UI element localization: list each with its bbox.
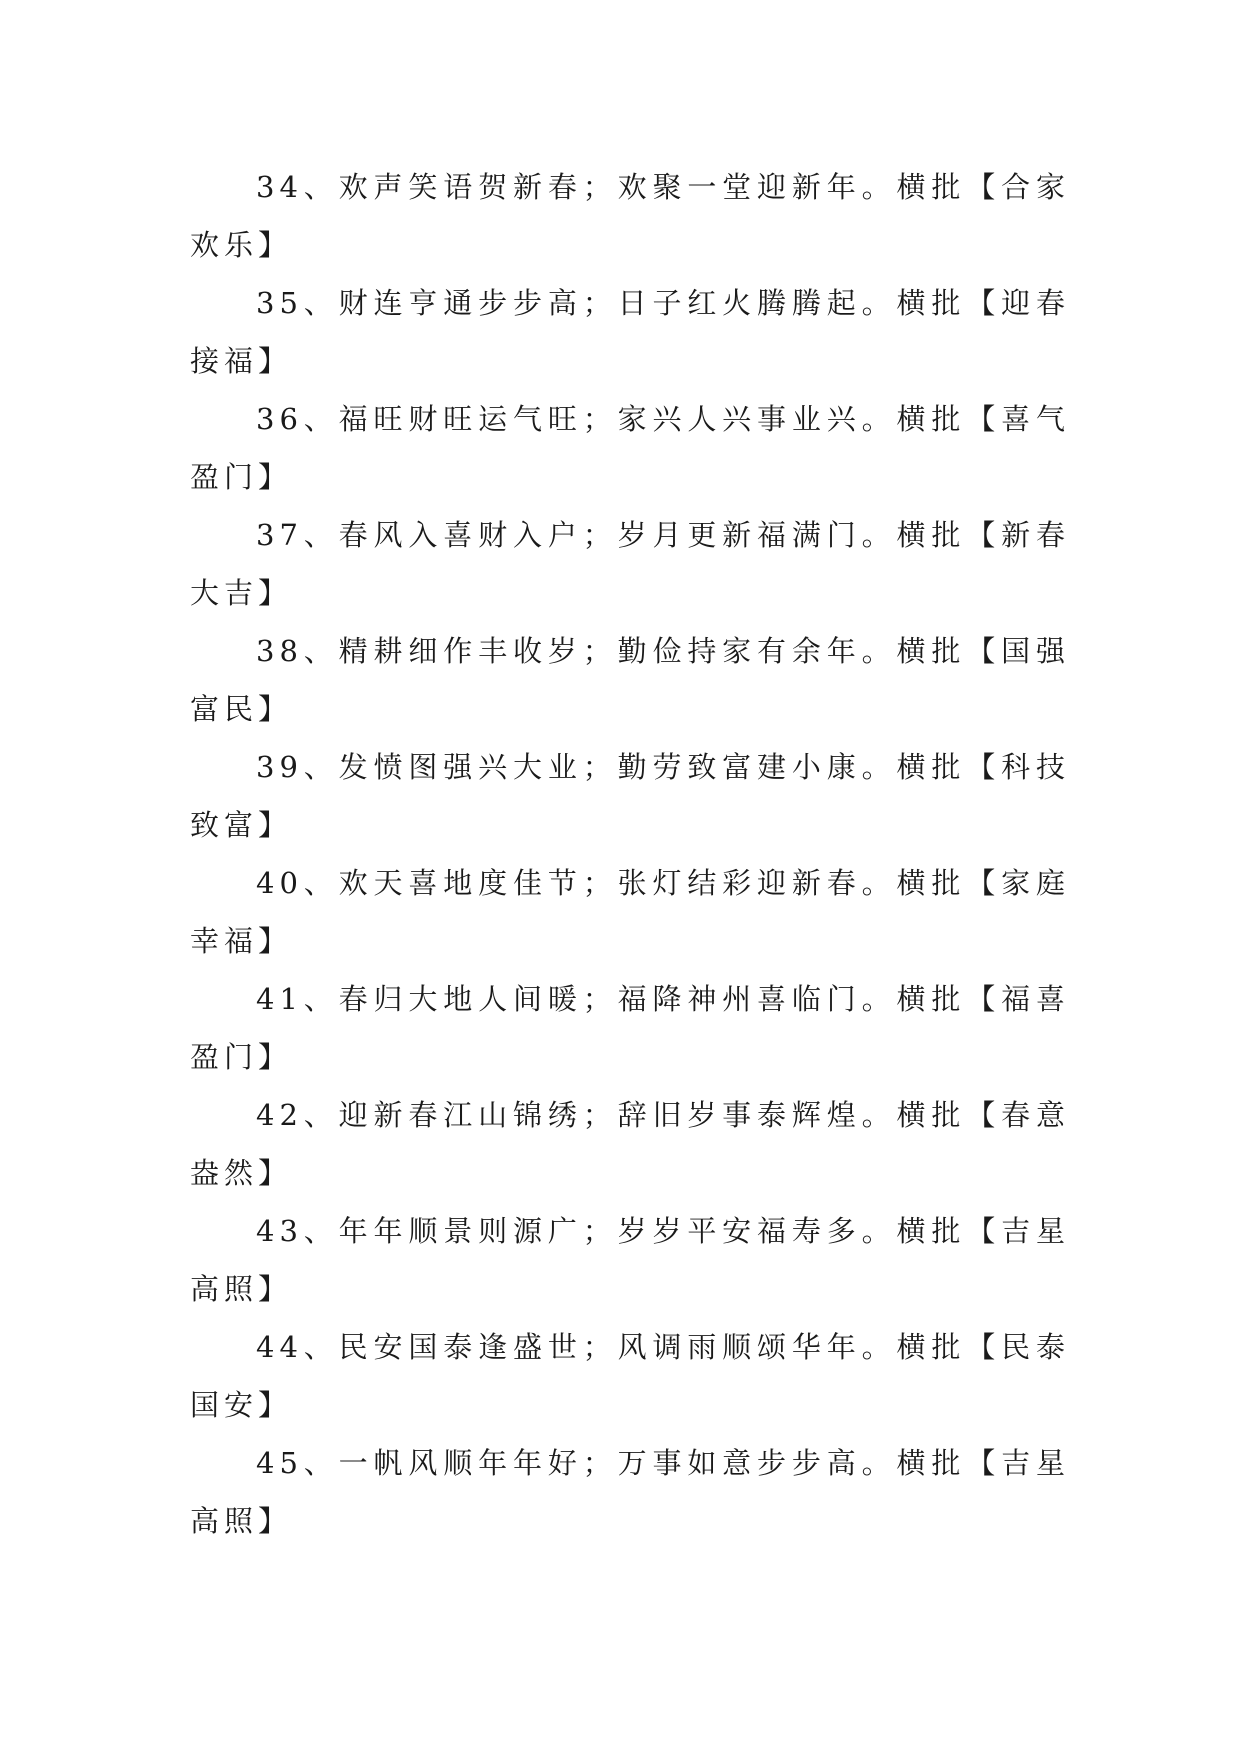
couplet-entry-36: 36、福旺财旺运气旺；家兴人兴事业兴。横批【喜气盈门】	[190, 402, 1070, 494]
couplet-entry-37: 37、春风入喜财入户；岁月更新福满门。横批【新春大吉】	[190, 518, 1070, 610]
couplet-entry-39: 39、发愤图强兴大业；勤劳致富建小康。横批【科技致富】	[190, 750, 1070, 842]
couplet-entry-42: 42、迎新春江山锦绣；辞旧岁事泰辉煌。横批【春意盎然】	[190, 1098, 1070, 1190]
couplet-entry-38: 38、精耕细作丰收岁；勤俭持家有余年。横批【国强富民】	[190, 634, 1070, 726]
couplet-entry-43: 43、年年顺景则源广；岁岁平安福寿多。横批【吉星高照】	[190, 1214, 1070, 1306]
couplet-list	[190, 158, 1070, 1550]
couplet-entry-34: 34、欢声笑语贺新春；欢聚一堂迎新年。横批【合家欢乐】	[190, 170, 1070, 262]
couplet-entry-41: 41、春归大地人间暖；福降神州喜临门。横批【福喜盈门】	[190, 982, 1070, 1074]
couplet-entry-45: 45、一帆风顺年年好；万事如意步步高。横批【吉星高照】	[190, 1446, 1070, 1538]
couplet-entry-35: 35、财连亨通步步高；日子红火腾腾起。横批【迎春接福】	[190, 286, 1070, 378]
couplet-entry-40: 40、欢天喜地度佳节；张灯结彩迎新春。横批【家庭幸福】	[190, 866, 1070, 958]
couplet-entry-44: 44、民安国泰逢盛世；风调雨顺颂华年。横批【民泰国安】	[190, 1330, 1070, 1422]
